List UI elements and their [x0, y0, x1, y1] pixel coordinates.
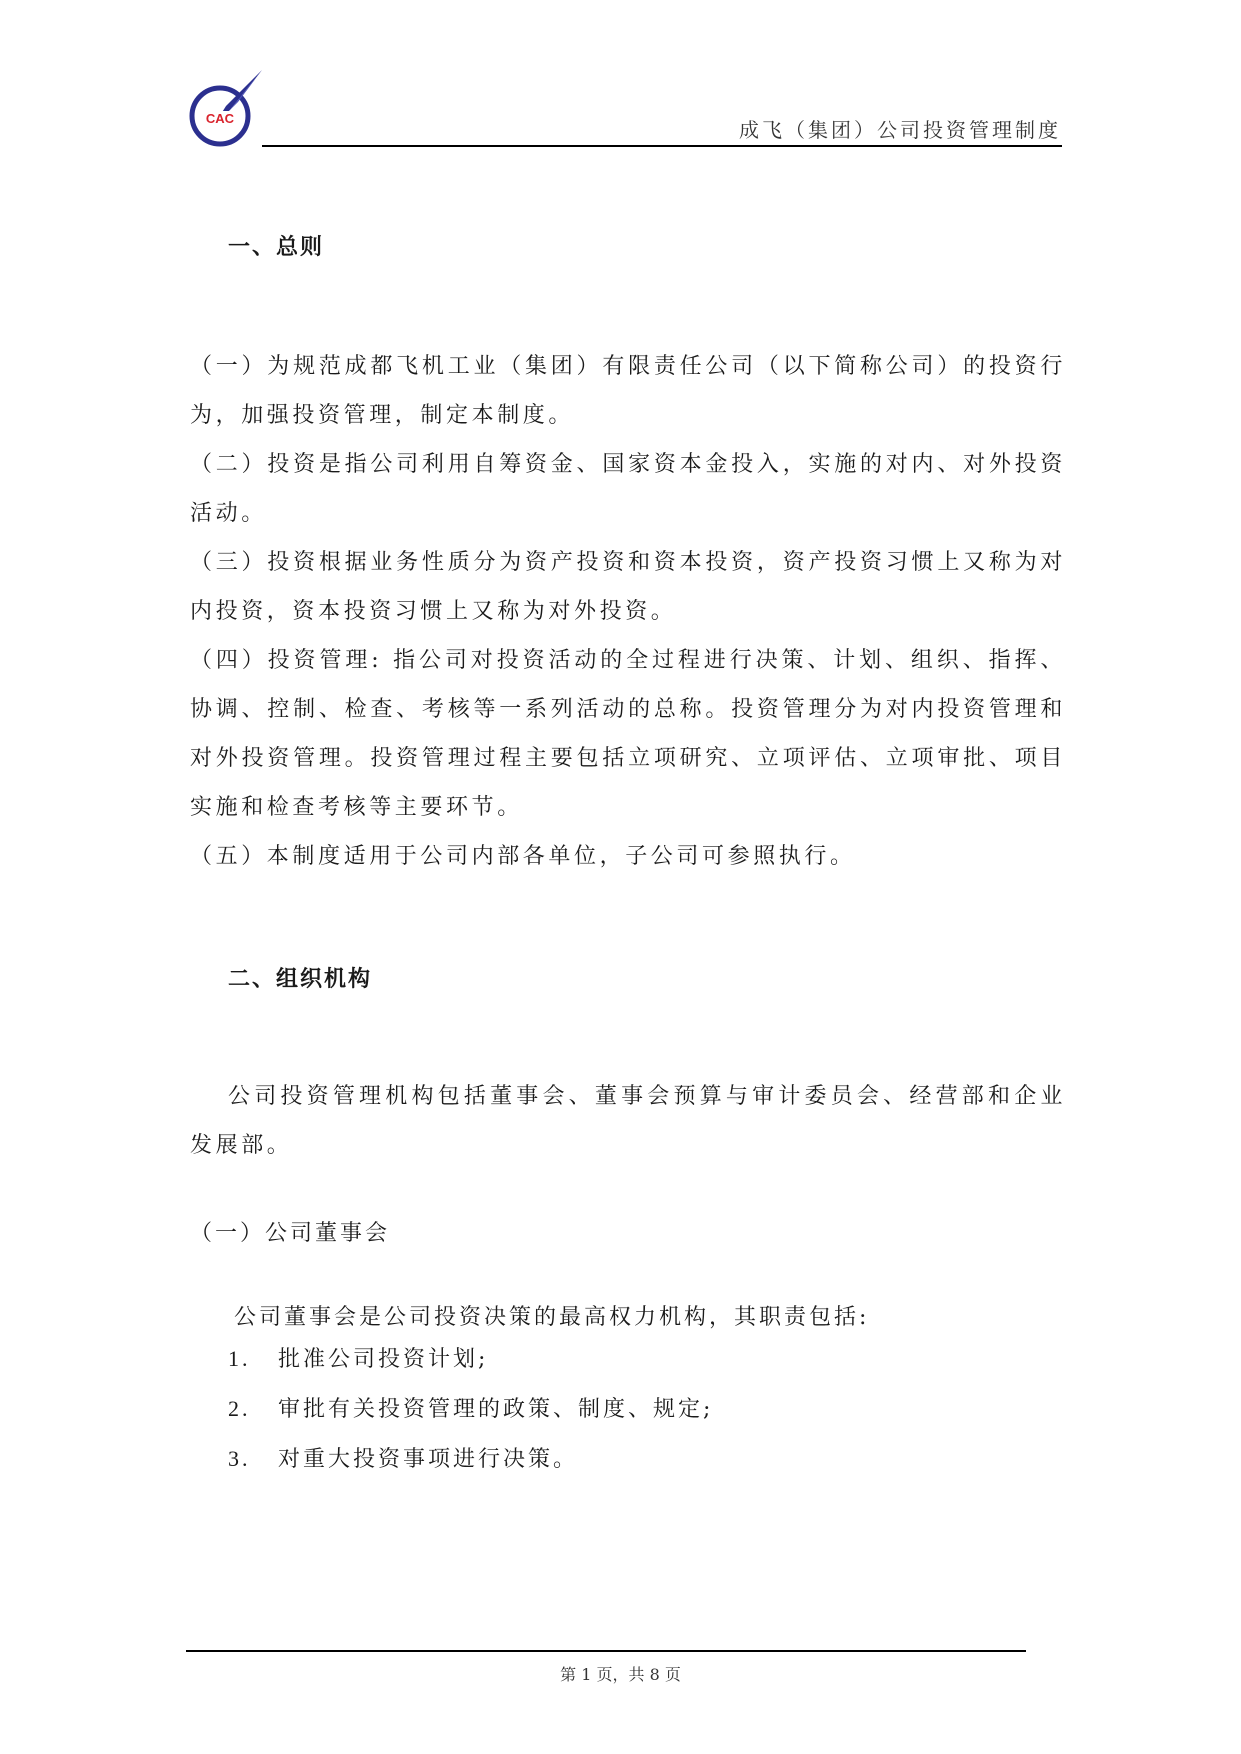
section-title-organization: 二、组织机构 — [228, 966, 373, 992]
document-header-title: 成飞（集团）公司投资管理制度 — [739, 118, 1061, 142]
general-paragraph-5: （五）本制度适用于公司内部各单位，子公司可参照执行。 — [190, 844, 856, 869]
page-number: 第 1 页，共 8 页 — [560, 1665, 681, 1684]
organization-intro: 公司投资管理机构包括董事会、董事会预算与审计委员会、经营部和企业发展部。 — [190, 1084, 1066, 1158]
company-logo — [186, 68, 266, 152]
list-item: 1. 批准公司投资计划; — [228, 1346, 489, 1372]
board-duty-list — [228, 1334, 713, 1484]
general-paragraph-4: （四）投资管理: 指公司对投资活动的全过程进行决策、计划、组织、指挥、协调、控制、检查、考核等一系列活动的总称。投资管理分为对内投资管理和对外投资管理。投资管理过程主要包括立项研究、立项评估、立项审批、项目实施和检查考核等主要环节。 — [190, 648, 1066, 820]
list-item: 2. 审批有关投资管理的政策、制度、规定; — [228, 1396, 714, 1422]
section-title-general: 一、总则 — [228, 234, 325, 260]
board-duty-intro: 公司董事会是公司投资决策的最高权力机构，其职责包括: — [234, 1305, 870, 1330]
general-paragraph-3: （三）投资根据业务性质分为资产投资和资本投资，资产投资习惯上又称为对内投资，资本投资习惯上又称为对外投资。 — [190, 550, 1066, 624]
subsection-board: （一）公司董事会 — [190, 1221, 391, 1246]
list-item: 3. 对重大投资事项进行决策。 — [228, 1446, 579, 1472]
header-divider — [262, 145, 1062, 147]
footer-divider — [186, 1650, 1026, 1652]
general-paragraph-2: （二）投资是指公司利用自筹资金、国家资本金投入，实施的对内、对外投资活动。 — [190, 452, 1066, 526]
general-paragraph-1: （一）为规范成都飞机工业（集团）有限责任公司（以下简称公司）的投资行为，加强投资管理，制定本制度。 — [190, 354, 1066, 428]
logo-lettering: CAC — [205, 111, 235, 126]
